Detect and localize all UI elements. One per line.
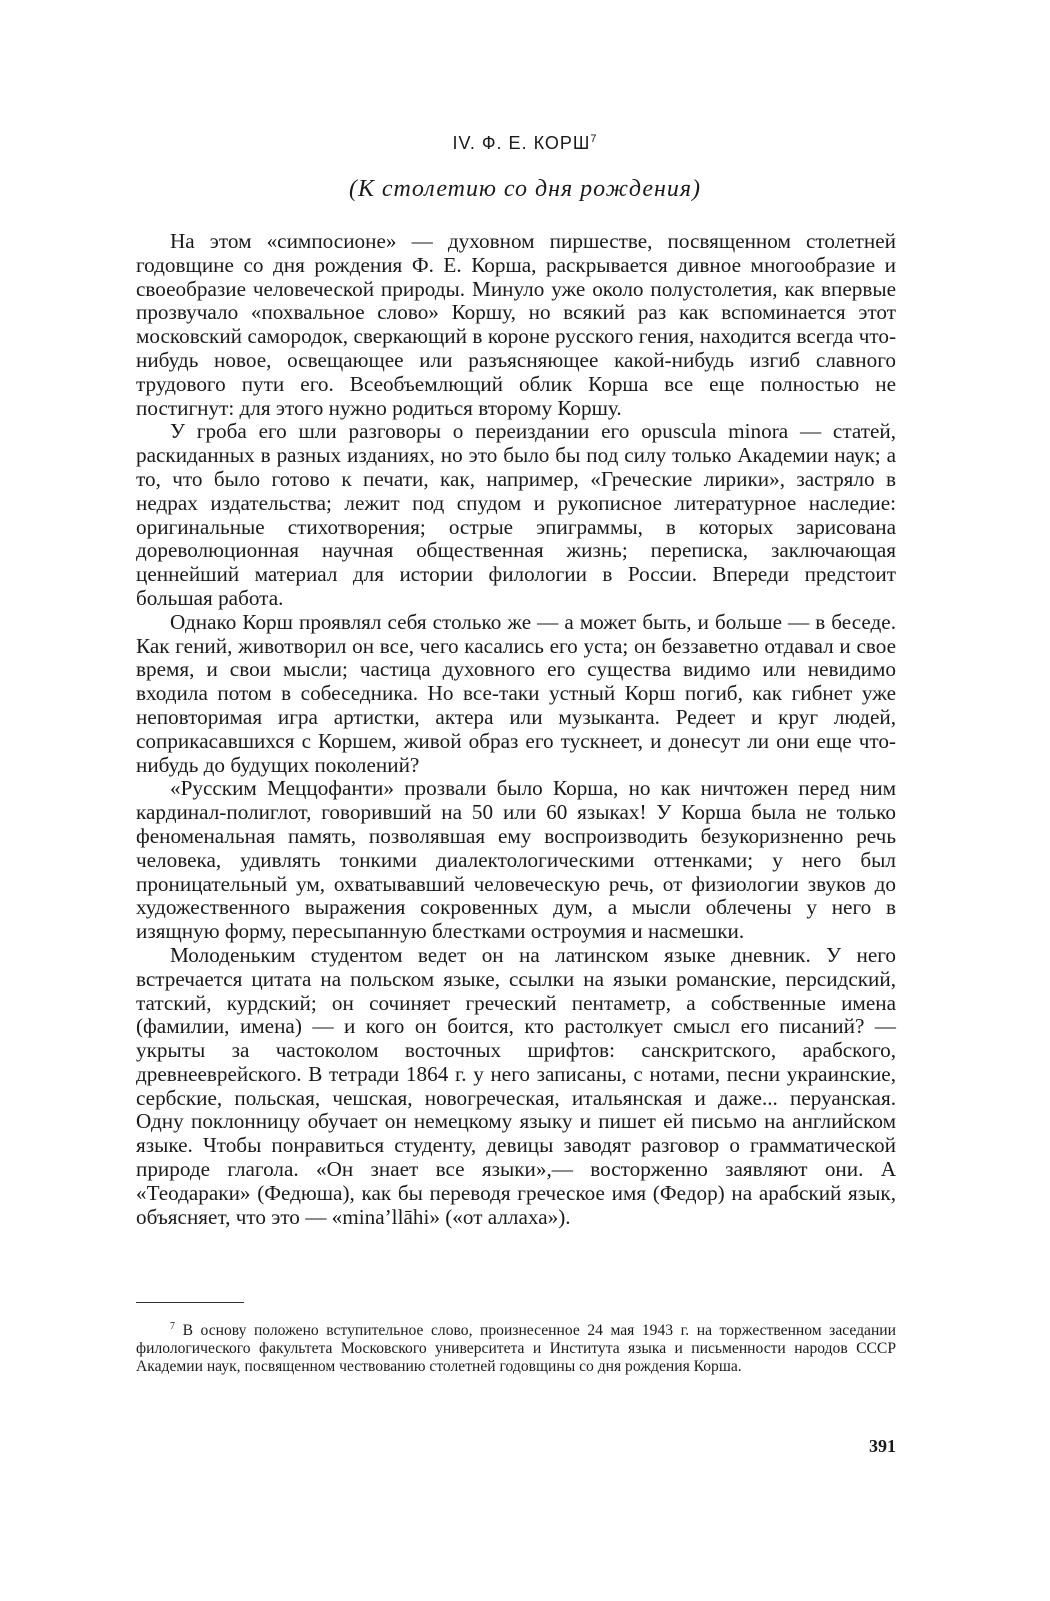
chapter-heading (0, 133, 1050, 154)
page-number: 391 (869, 1436, 896, 1456)
paragraph: У гроба его шли разговоры о переиздании его opuscula minora — статей, раскиданных в разных изданиях, но это было бы под силу только Академии наук; а то, что было готово к печати, как, например, «Греческие лирики», застряло в недрах издательства; лежит под спудом и рукописное литературное наследие: оригинальные стихотворения; острые эпиграммы, в которых зарисована дореволюционная научная общественная жизнь; переписка, заключающая ценнейший материал для истории филологии в России. Впереди предстоит большая работа. (136, 419, 896, 610)
chapter-subtitle: (К столетию со дня рождения) (348, 176, 702, 202)
footnote-text: В основу положено вступительное слово, произнесенное 24 мая 1943 г. на торжественном заседании филологического факультета Московского университета и Института языка и письменности народов СССР Академии наук, посвященном чествованию столетней годовщины со дня рождения Корша. (136, 1322, 896, 1376)
footnote-divider (136, 1302, 244, 1303)
chapter-heading-text: IV. Ф. Е. КОРШ (452, 133, 591, 153)
footnote-reference: 7 (590, 133, 598, 145)
paragraph: Однако Корш проявлял себя столько же — а может быть, и больше — в беседе. Как гений, животворил он все, чего касались его уста; он беззаветно отдавал и свое время, и свои мысли; частица духовного его существа видимо или невидимо входила потом в собеседника. Но все-таки устный Корш погиб, как гибнет уже неповторимая игра артистки, актера или музыканта. Редеет и круг людей, соприкасавшихся с Коршем, живой образ его тускнеет, и донесут ли они еще что-нибудь до будущих поколений? (136, 609, 896, 777)
paragraph: «Русским Меццофанти» прозвали было Корша, но как ничтожен перед ним кардинал-полиглот, говоривший на 50 или 60 языках! У Корша была не только феноменальная память, позволявшая ему воспроизводить безукоризненно речь человека, удивлять тонкими диалектологическими оттенками; у него был проницательный ум, охватывавший человеческую речь, от физиологии звуков до художественного выражения сокровенных дум, а мысли облечены у него в изящную форму, пересыпанную блестками остроумия и насмешки. (136, 776, 896, 944)
paragraph: Молоденьким студентом ведет он на латинском языке дневник. У него встречается цитата на польском языке, ссылки на языки романские, персидский, татский, курдский; он сочиняет греческий пентаметр, а собственные имена (фамилии, имена) — и кого он боится, кто растолкует смысл его писаний? — укрыты за частоколом восточных шрифтов: санскритского, арабского, древнееврейского. В тетради 1864 г. у него записаны, с нотами, песни украинские, сербские, польская, чешская, новогреческая, итальянская и даже... перуанская. Одну поклонницу обучает он немецкому языку и пишет ей письмо на английском языке. Чтобы понравиться студенту, девицы заводят разговор о грамматической природе глагола. «Он знает все языки»,— восторженно заявляют они. А «Теодараки» (Федюша), как бы переводя греческое имя (Федор) на арабский язык, объясняет, что это — «mina’llāhi» («от аллаха»). (136, 942, 896, 1229)
footnote (136, 1318, 896, 1376)
paragraph: На этом «симпосионе» — духовном пиршестве, посвященном столетней годовщине со дня рождения Ф. Е. Корша, раскрывается дивное многообразие и своеобразие человеческой природы. Минуло уже около полустолетия, как впервые прозвучало «похвальное слово» Коршу, но всякий раз как вспоминается этот московский самородок, сверкающий в короне русского гения, находится всегда что-нибудь новое, освещающее или разъясняющее какой-нибудь изгиб славного трудового пути его. Всеобъемлющий облик Корша все еще полностью не постигнут: для этого нужно родиться второму Коршу. (136, 229, 896, 420)
body-text (136, 230, 896, 1229)
footnote-marker: 7 (170, 1321, 175, 1332)
